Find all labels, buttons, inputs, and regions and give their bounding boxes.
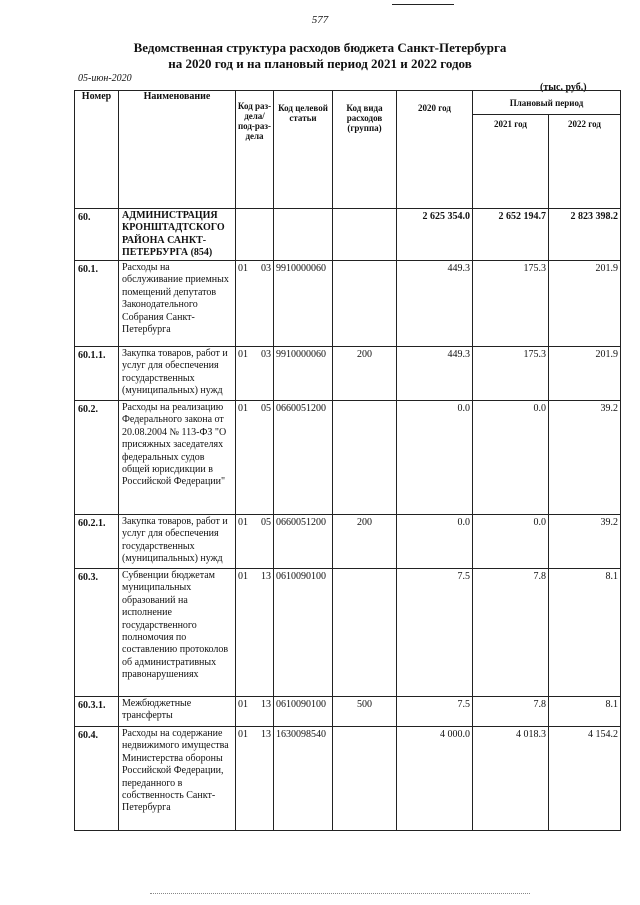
- row-target: 0610090100: [274, 697, 333, 727]
- row-2020: 0.0: [397, 515, 473, 569]
- row-target: 0610090100: [274, 569, 333, 697]
- row-section: 01 13: [236, 697, 274, 727]
- row-target: 9910000060: [274, 261, 333, 347]
- row-2022: 201.9: [549, 347, 621, 401]
- row-name: Закупка товаров, работ и услуг для обеспечения государственных (муниципальных) нужд: [119, 515, 236, 569]
- bottom-scan-artifact: [150, 893, 530, 894]
- row-2022: 4 154.2: [549, 727, 621, 831]
- row-name: Расходы на содержание недвижимого имущества Министерства обороны Российской Федерации, переданного в собственность Санкт-Петербурга: [119, 727, 236, 831]
- row-section: 01 03: [236, 261, 274, 347]
- row-2022: 8.1: [549, 569, 621, 697]
- expenditure-table: [74, 90, 621, 831]
- row-name: Расходы на реализацию Федерального закона от 20.08.2004 № 113-ФЗ "О присяжных заседателях федеральных судов общей юрисдикции в Российской Федерации": [119, 401, 236, 515]
- row-number: 60.3.: [75, 569, 119, 697]
- row-number: 60.: [75, 209, 119, 261]
- row-name: АДМИНИСТРАЦИЯ КРОНШТАДТСКОГО РАЙОНА САНКТ-ПЕТЕРБУРГА (854): [119, 209, 236, 261]
- row-expense-type: 200: [333, 347, 397, 401]
- top-rule: [392, 4, 454, 5]
- row-target: 1630098540: [274, 727, 333, 831]
- row-name: Межбюджетные трансферты: [119, 697, 236, 727]
- row-expense-type: [333, 209, 397, 261]
- header-number: Номер: [75, 91, 119, 209]
- row-2020: 7.5: [397, 697, 473, 727]
- row-number: 60.2.1.: [75, 515, 119, 569]
- header-planned: Плановый период: [473, 91, 621, 115]
- header-target: Код целевой статьи: [274, 91, 333, 209]
- document-title: [0, 40, 640, 72]
- row-2021: 7.8: [473, 697, 549, 727]
- row-2021: 175.3: [473, 347, 549, 401]
- row-section: [236, 209, 274, 261]
- row-expense-type: [333, 727, 397, 831]
- row-expense-type: [333, 401, 397, 515]
- row-name: Расходы на обслуживание приемных помещений депутатов Законодательного Собрания Санкт-Петербурга: [119, 261, 236, 347]
- row-section: 01 05: [236, 515, 274, 569]
- row-expense-type: 200: [333, 515, 397, 569]
- table-row: [75, 347, 621, 401]
- row-section: 01 05: [236, 401, 274, 515]
- header-2020: 2020 год: [397, 91, 473, 209]
- row-expense-type: [333, 569, 397, 697]
- row-2021: 4 018.3: [473, 727, 549, 831]
- row-2022: 2 823 398.2: [549, 209, 621, 261]
- table-row: [75, 401, 621, 515]
- table-row: [75, 569, 621, 697]
- row-number: 60.4.: [75, 727, 119, 831]
- row-2021: 0.0: [473, 515, 549, 569]
- row-number: 60.1.1.: [75, 347, 119, 401]
- title-line-2: на 2020 год и на плановый период 2021 и 2022 годов: [168, 56, 472, 71]
- row-2022: 201.9: [549, 261, 621, 347]
- document-date: 05-июн-2020: [78, 73, 132, 84]
- row-number: 60.1.: [75, 261, 119, 347]
- header-2021: 2021 год: [473, 115, 549, 209]
- table-row: [75, 261, 621, 347]
- title-line-1: Ведомственная структура расходов бюджета Санкт-Петербурга: [133, 40, 507, 55]
- header-name: Наименование: [119, 91, 236, 209]
- table-row: [75, 515, 621, 569]
- table-row: [75, 727, 621, 831]
- row-2020: 7.5: [397, 569, 473, 697]
- row-target: 0660051200: [274, 515, 333, 569]
- header-section: Код раз-дела/ под-раз-дела: [236, 91, 274, 209]
- header-expense-type: Код вида расходов (группа): [333, 91, 397, 209]
- row-target: 9910000060: [274, 347, 333, 401]
- row-expense-type: [333, 261, 397, 347]
- row-number: 60.2.: [75, 401, 119, 515]
- row-2020: 449.3: [397, 261, 473, 347]
- header-2022: 2022 год: [549, 115, 621, 209]
- row-target: 0660051200: [274, 401, 333, 515]
- page-number: 577: [311, 14, 329, 26]
- row-section: 01 13: [236, 569, 274, 697]
- row-section: 01 13: [236, 727, 274, 831]
- row-2021: 0.0: [473, 401, 549, 515]
- row-expense-type: 500: [333, 697, 397, 727]
- row-2022: 8.1: [549, 697, 621, 727]
- row-name: Субвенции бюджетам муниципальных образований на исполнение государственного полномочия по составлению протоколов об административных правонарушениях: [119, 569, 236, 697]
- row-name: Закупка товаров, работ и услуг для обеспечения государственных (муниципальных) нужд: [119, 347, 236, 401]
- row-target: [274, 209, 333, 261]
- row-2021: 2 652 194.7: [473, 209, 549, 261]
- row-2020: 0.0: [397, 401, 473, 515]
- table-row: [75, 697, 621, 727]
- row-2022: 39.2: [549, 515, 621, 569]
- row-2021: 175.3: [473, 261, 549, 347]
- units-label: (тыс. руб.): [540, 82, 587, 93]
- row-2022: 39.2: [549, 401, 621, 515]
- row-2021: 7.8: [473, 569, 549, 697]
- row-section: 01 03: [236, 347, 274, 401]
- row-number: 60.3.1.: [75, 697, 119, 727]
- row-2020: 4 000.0: [397, 727, 473, 831]
- row-2020: 2 625 354.0: [397, 209, 473, 261]
- table-row: [75, 209, 621, 261]
- row-2020: 449.3: [397, 347, 473, 401]
